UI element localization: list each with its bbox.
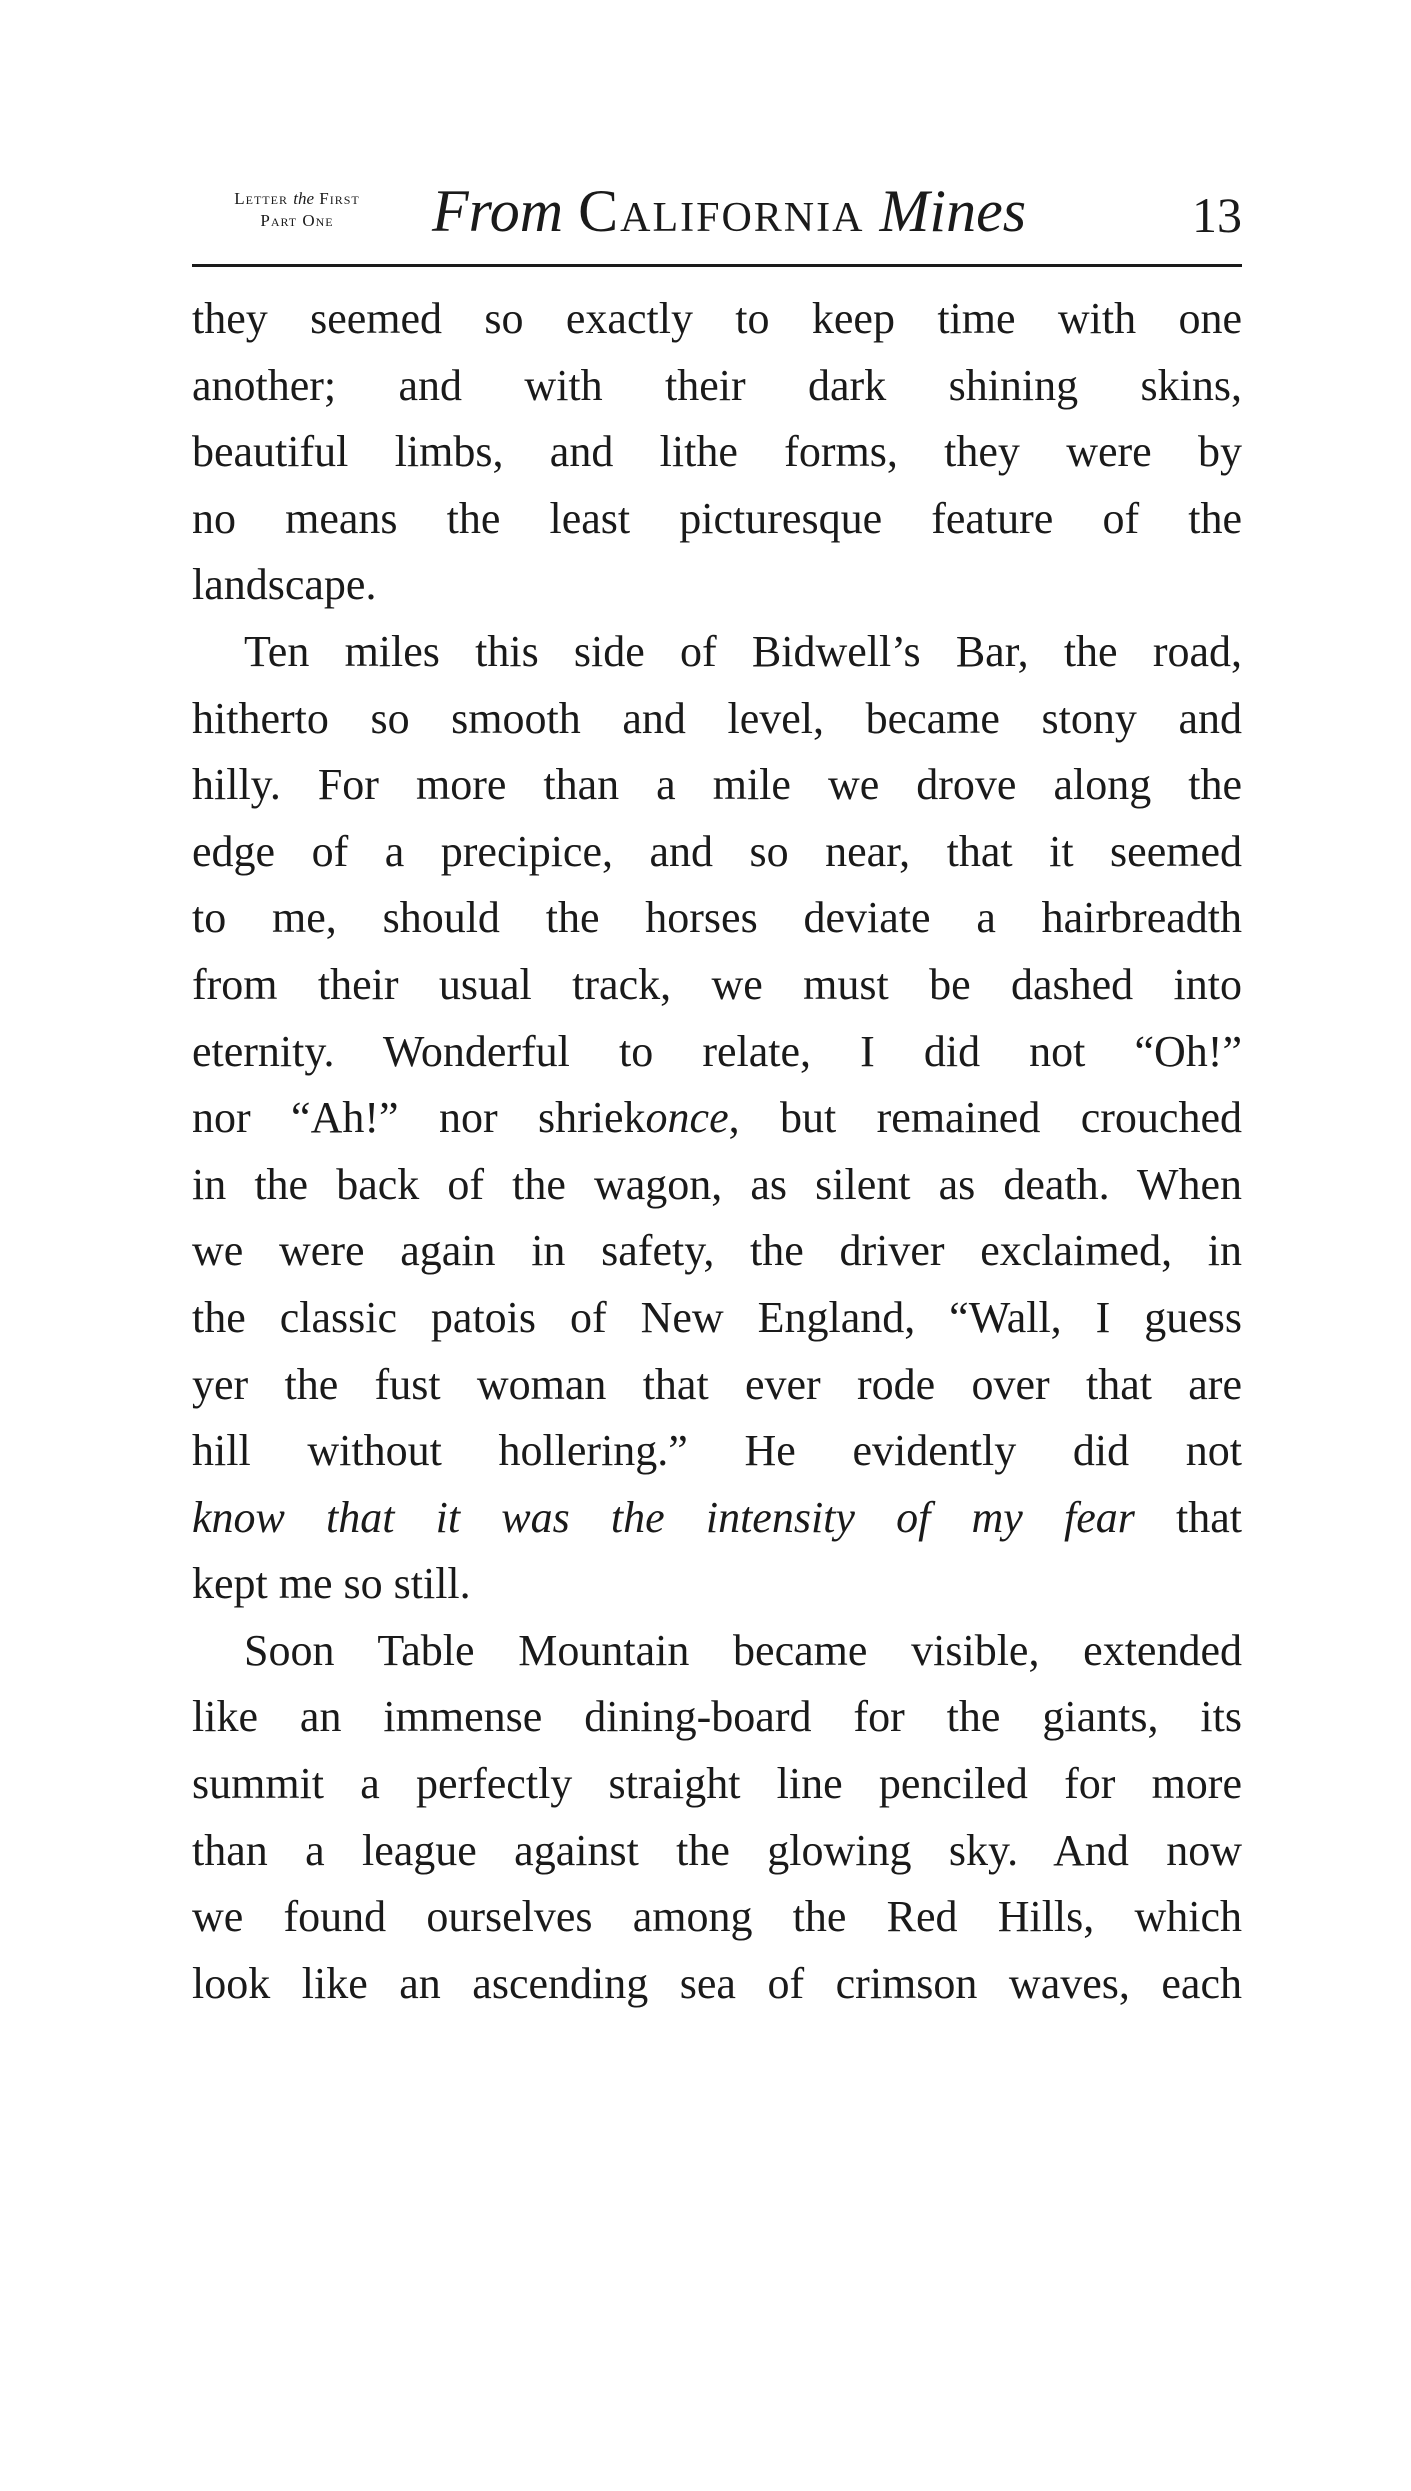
text-line: they seemed so exactly to keep time with one xyxy=(192,294,1242,343)
text-line: like an immense dining-board for the giants, its xyxy=(192,1692,1242,1742)
running-header xyxy=(192,176,1242,266)
text-line: hilly. For more than a mile we drove along the xyxy=(192,760,1242,810)
text-line: edge of a precipice, and so near, that it seemed xyxy=(192,826,1242,876)
text-line: Soon Table Mountain became visible, extended xyxy=(244,1625,1242,1675)
text-line: hill without hollering.” He evidently did not xyxy=(192,1426,1242,1476)
section-label-line1: Letter the First xyxy=(234,189,360,208)
text-line: from their usual track, we must be dashed into xyxy=(192,959,1242,1009)
emphasis-fear: fear xyxy=(1063,1492,1135,1542)
book-title: From California Mines xyxy=(432,178,1027,244)
text-line: landscape. xyxy=(192,560,377,610)
section-label xyxy=(192,188,402,232)
text-line: kept me so still. xyxy=(192,1559,471,1609)
emphasis-once: once xyxy=(645,1093,729,1143)
text-line: summit a perfectly straight line penciled for more xyxy=(192,1759,1242,1809)
body-text xyxy=(192,286,1242,2017)
text-line: beautiful limbs, and lithe forms, they were by xyxy=(192,427,1242,477)
text-line: know that it was the intensity of my fear that xyxy=(192,1492,1243,1542)
text-line: than a league against the glowing sky. And now xyxy=(192,1825,1242,1875)
text-line: hitherto so smooth and level, became stony and xyxy=(192,693,1242,743)
text-line: look like an ascending sea of crimson waves, each xyxy=(192,1958,1242,2008)
text-line: in the back of the wagon, as silent as death. When xyxy=(192,1159,1242,1209)
text-line: we found ourselves among the Red Hills, which xyxy=(192,1892,1242,1942)
header-rule xyxy=(192,264,1242,267)
text-line: nor “Ah!” nor shriekonce, but remained crouched xyxy=(192,1093,1242,1143)
text-line: no means the least picturesque feature of the xyxy=(192,493,1242,543)
page-number: 13 xyxy=(1192,187,1242,243)
text-line: eternity. Wonderful to relate, I did not “Oh!” xyxy=(192,1026,1242,1076)
text-line: yer the fust woman that ever rode over that are xyxy=(192,1359,1242,1409)
section-label-line2: Part One xyxy=(260,211,334,230)
text-line: Ten miles this side of Bidwell’s Bar, the road, xyxy=(244,626,1242,676)
text-line: another; and with their dark shining skins, xyxy=(192,360,1242,410)
text-line: to me, should the horses deviate a hairbreadth xyxy=(192,893,1242,943)
text-line: we were again in safety, the driver exclaimed, in xyxy=(192,1226,1242,1276)
text-line: the classic patois of New England, “Wall, I guess xyxy=(192,1292,1242,1342)
